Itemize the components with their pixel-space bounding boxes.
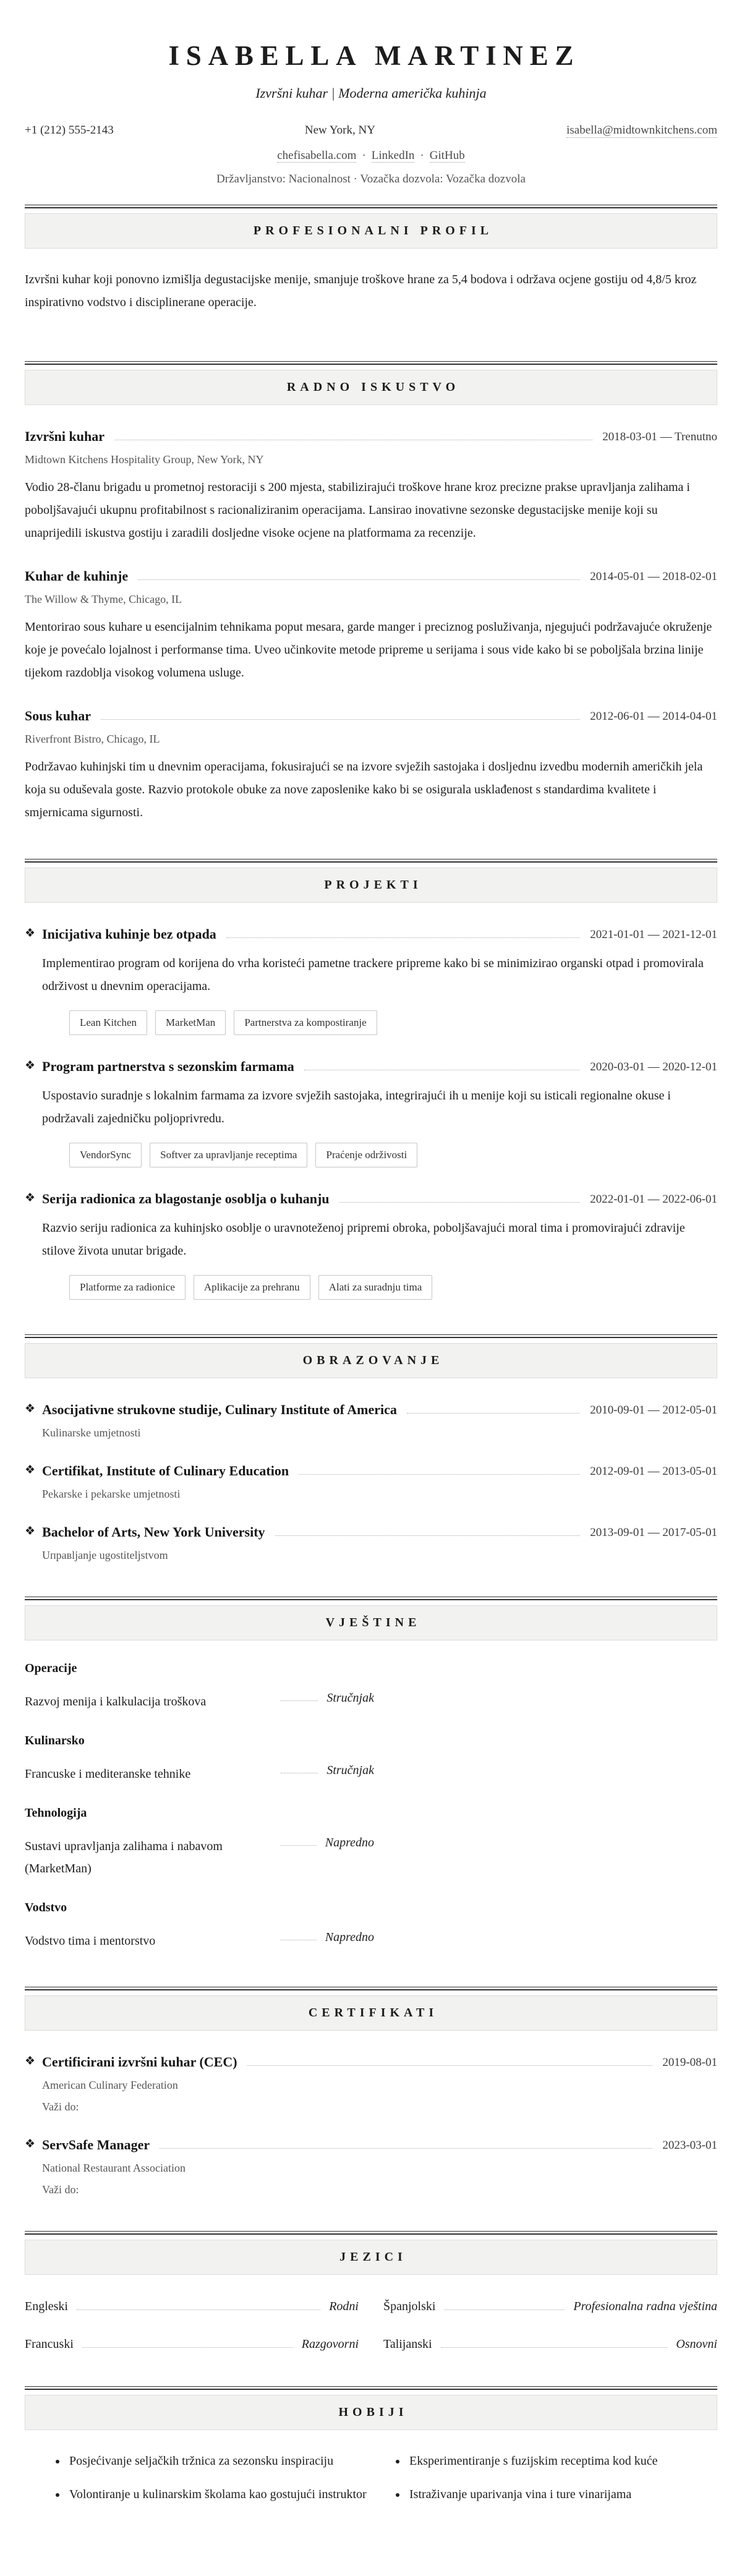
skill-row [25, 1691, 374, 1713]
diamond-icon: ❖ [25, 927, 36, 940]
diamond-icon: ❖ [25, 1059, 36, 1072]
project-entry [25, 926, 717, 1035]
language-level: Profesionalna radna vještina [573, 2300, 717, 2313]
education-dates: 2012-09-01 — 2013-05-01 [590, 1465, 717, 1478]
location-text: New York, NY [304, 124, 375, 137]
job-company: The Willow & Thyme, Chicago, IL [25, 593, 182, 605]
job-header [25, 429, 717, 445]
diamond-icon: ❖ [25, 1402, 36, 1415]
skill-level: Stručnjak [326, 1691, 374, 1705]
project-entry [25, 1059, 717, 1167]
education-entry [25, 1463, 717, 1501]
diamond-icon: ❖ [25, 1464, 36, 1477]
education-entry [25, 1524, 717, 1562]
dotted-leader [407, 1402, 580, 1414]
education-field: Uпpaвljanje ugostiteljstvom [42, 1549, 168, 1561]
section-title-skills: VJEŠTINE [25, 1605, 717, 1640]
project-list [25, 926, 717, 1300]
skill-category: Vodstvo [25, 1901, 67, 1914]
section-projects [25, 859, 717, 1316]
link-separator: · [362, 149, 366, 162]
project-tags [69, 1010, 717, 1035]
github-link[interactable]: GitHub [429, 149, 465, 162]
dotted-leader [138, 568, 580, 580]
language-row [25, 2337, 359, 2352]
language-name: Španjolski [383, 2300, 436, 2313]
tag-chip: Softver za upravljanje receptima [150, 1143, 307, 1167]
certification-date: 2023-03-01 [662, 2139, 717, 2152]
certification-header [25, 2054, 717, 2070]
dotted-leader [299, 1463, 580, 1475]
contact-row [25, 124, 717, 138]
skill-group [25, 1661, 717, 1713]
profile-summary: Izvršni kuhar koji ponovno izmišlja degustacijske menije, smanjuje troškove hrane za 5,4 bodova i održava ocjene gostiju od 4,8/5 kroz inspirativno vodstvo i disciplinerane operacije. [25, 273, 697, 309]
education-entry [25, 1402, 717, 1439]
job-description: Podržavao kuhinjski tim u dnevnim operacijama, fokusirajući se na izvore svježih sastojaka i dosljednu izvedbu modernih američkih jela koja su oduševala goste. Razvio protokole obuke za nove zaposlenike kako bi se osigurala usklađenost s standardima kvalitete i smjernicama sigurnosti. [25, 760, 703, 819]
project-header [25, 926, 717, 942]
certification-name: ServSafe Manager [42, 2137, 150, 2152]
education-header [25, 1402, 717, 1418]
section-title-languages: JEZICI [25, 2240, 717, 2275]
education-field: Kulinarske umjetnosti [42, 1427, 141, 1439]
education-title: Asocijativne strukovne studije, Culinary Institute of America [42, 1402, 397, 1417]
section-education [25, 1334, 717, 1578]
language-row [25, 2300, 359, 2314]
education-dates: 2010-09-01 — 2012-05-01 [590, 1404, 717, 1417]
job-entry [25, 429, 717, 545]
education-title: Certifikat, Institute of Culinary Education [42, 1463, 289, 1478]
diamond-icon: ❖ [25, 1525, 36, 1538]
dotted-leader [226, 926, 580, 938]
section-divider [25, 2231, 717, 2235]
skills-list [25, 1661, 717, 1952]
certification-list [25, 2054, 717, 2196]
job-dates: 2018-03-01 — Trenutno [602, 430, 717, 443]
skill-level: Stručnjak [326, 1764, 374, 1777]
tag-chip: Lean Kitchen [69, 1010, 147, 1035]
phone-number: +1 (212) 555-2143 [25, 124, 114, 137]
certification-name: Certificirani izvršni kuhar (CEC) [42, 2054, 237, 2070]
education-field: Pekarske i pekarske umjetnosti [42, 1488, 181, 1500]
language-grid [25, 2300, 717, 2352]
skill-row [25, 1763, 374, 1785]
dotted-leader [247, 2054, 653, 2066]
person-name: ISABELLA MARTINEZ [168, 40, 581, 71]
section-certifications [25, 1987, 717, 2212]
job-title: Izvršni kuhar [25, 429, 104, 444]
tag-chip: Platforme za radionice [69, 1275, 186, 1300]
dotted-leader [281, 1691, 318, 1701]
section-title-profile: PROFESIONALNI PROFIL [25, 213, 717, 249]
section-divider [25, 1334, 717, 1338]
job-title: Kuhar de kuhinje [25, 568, 129, 584]
skill-category: Tehnologija [25, 1806, 87, 1820]
tag-chip: Aplikacije za prehranu [194, 1275, 310, 1300]
dotted-leader [114, 429, 592, 440]
section-skills [25, 1597, 717, 1968]
project-dates: 2021-01-01 — 2021-12-01 [590, 928, 717, 941]
language-level: Razgovorni [301, 2337, 359, 2351]
section-divider [25, 859, 717, 863]
project-title: Program partnerstva s sezonskim farmama [42, 1059, 294, 1074]
dotted-leader [160, 2137, 652, 2149]
language-row [383, 2337, 717, 2352]
section-divider [25, 205, 717, 208]
skill-category: Kulinarsko [25, 1734, 85, 1747]
tag-chip: Partnerstva za kompostiranje [234, 1010, 377, 1035]
dotted-leader [82, 2337, 293, 2348]
project-header [25, 1059, 717, 1075]
project-description: Uspostavio suradnje s lokalnim farmama za izvore svježih sastojaka, integrirajući ih u menije koji su isticali regionalne okuse i podržavali zajedničku poljoprivredu. [42, 1089, 671, 1125]
project-tags [69, 1275, 717, 1300]
education-header [25, 1524, 717, 1540]
skill-category: Operacije [25, 1661, 77, 1675]
person-headline: Izvršni kuhar | Moderna američka kuhinja [255, 85, 487, 101]
section-divider [25, 2386, 717, 2390]
dotted-leader [304, 1059, 580, 1070]
certification-date: 2019-08-01 [662, 2056, 717, 2069]
project-entry [25, 1191, 717, 1300]
hobby-list [49, 2450, 717, 2517]
skill-row [25, 1835, 374, 1880]
tag-chip: VendorSync [69, 1143, 142, 1167]
links-row [25, 149, 717, 163]
skill-level: Napredno [325, 1930, 374, 1944]
dotted-leader [441, 2337, 668, 2348]
job-entry [25, 708, 717, 824]
education-dates: 2013-09-01 — 2017-05-01 [590, 1526, 717, 1539]
project-description: Razvio seriju radionica za kuhinjsko osoblje o uravnoteženoj pripremi obroka, poboljšavajući moral tima i promovirajući zdravije stilove života unutar brigade. [42, 1221, 685, 1258]
tag-chip: Alati za suradnju tima [318, 1275, 433, 1300]
section-divider [25, 1987, 717, 1990]
link-separator: · [420, 149, 424, 162]
hobby-item: • Posjećivanje seljačkih tržnica za sezonsku inspiraciju [67, 2450, 377, 2472]
job-company: Riverfront Bistro, Chicago, IL [25, 733, 160, 745]
language-name: Engleski [25, 2300, 68, 2313]
project-title: Serija radionica za blagostanje osoblja o kuhanju [42, 1191, 330, 1206]
tag-chip: MarketMan [155, 1010, 226, 1035]
skill-group [25, 1901, 717, 1952]
section-title-certifications: CERTIFIKATI [25, 1995, 717, 2031]
resume-header [25, 40, 717, 186]
certification-entry [25, 2137, 717, 2196]
certification-valid-until-label: Važi do: [42, 2183, 79, 2196]
job-description: Mentorirao sous kuhare u esencijalnim tehnikama poput mesara, garde manger i preciznog posluživanja, njegujući podržavajuće okruženje koje je povećalo lojalnost i performanse tima. Uveo učinkovite metode pripreme u serijama i sous vide kako bi se poboljšala brzina linije tijekom razdoblja visokog volumena usluge. [25, 620, 712, 680]
job-description: Vodio 28-članu brigadu u prometnoj restoraciji s 200 mjesta, stabilizirajući troškove hrane kroz precizne prakse upravljanja zalihama i poboljšavajući ukupnu profitabilnost s racionaliziranim operacijama. Lansirao inovativne sezonske degustacijske menije koji su unaprijedili iskustva gostiju i zaradili dosljedne visoke ocjene na platformama za recenzije. [25, 480, 690, 540]
job-dates: 2012-06-01 — 2014-04-01 [590, 710, 717, 723]
skill-name: Francuske i mediteranske tehnike [25, 1767, 191, 1781]
skill-group [25, 1734, 717, 1785]
project-header [25, 1191, 717, 1207]
dotted-leader [281, 1930, 317, 1940]
education-list [25, 1402, 717, 1562]
section-profile [25, 205, 717, 343]
skill-level: Napredno [325, 1836, 374, 1849]
hobby-item: • Volontiranje u kulinarskim školama kao gostujući instruktor [67, 2483, 377, 2506]
certification-entry [25, 2054, 717, 2113]
language-level: Rodni [329, 2300, 359, 2313]
dotted-leader [281, 1835, 317, 1846]
job-header [25, 568, 717, 584]
section-divider [25, 361, 717, 365]
section-experience [25, 361, 717, 840]
language-name: Francuski [25, 2337, 74, 2351]
dotted-leader [77, 2300, 320, 2310]
hobby-item: • Eksperimentiranje s fuzijskim receptima kod kuće [407, 2450, 717, 2472]
skill-name: Sustavi upravljanja zalihama i nabavom (MarketMan) [25, 1840, 223, 1875]
job-entry [25, 568, 717, 685]
skill-name: Vodstvo tima i mentorstvo [25, 1934, 156, 1948]
dotted-leader [281, 1763, 318, 1773]
email-link[interactable]: isabella@midtownkitchens.com [566, 124, 717, 137]
project-dates: 2020-03-01 — 2020-12-01 [590, 1060, 717, 1073]
diamond-icon: ❖ [25, 2138, 36, 2151]
project-tags [69, 1143, 717, 1167]
job-header [25, 708, 717, 724]
section-title-experience: RADNO ISKUSTVO [25, 370, 717, 405]
language-name: Talijanski [383, 2337, 432, 2351]
certification-issuer: National Restaurant Association [42, 2162, 186, 2174]
language-row [383, 2300, 717, 2314]
section-title-education: OBRAZOVANJE [25, 1343, 717, 1378]
job-title: Sous kuhar [25, 708, 92, 723]
skill-row [25, 1930, 374, 1952]
diamond-icon: ❖ [25, 1192, 36, 1205]
language-level: Osnovni [676, 2337, 717, 2351]
certification-header [25, 2137, 717, 2153]
education-header [25, 1463, 717, 1479]
dotted-leader [339, 1191, 581, 1203]
linkedin-link[interactable]: LinkedIn [371, 149, 415, 162]
certification-valid-until-label: Važi do: [42, 2100, 79, 2113]
project-title: Inicijativa kuhinje bez otpada [42, 926, 216, 942]
dotted-leader [101, 708, 580, 720]
education-title: Bachelor of Arts, New York University [42, 1524, 265, 1540]
section-divider [25, 1597, 717, 1600]
experience-list [25, 429, 717, 824]
section-hobbies [25, 2386, 717, 2533]
job-company: Midtown Kitchens Hospitality Group, New York, NY [25, 453, 264, 466]
dotted-leader [275, 1524, 581, 1536]
hobby-item: • Istraživanje uparivanja vina i ture vinarijama [407, 2483, 717, 2506]
job-dates: 2014-05-01 — 2018-02-01 [590, 570, 717, 583]
project-description: Implementirao program od korijena do vrha koristeći pametne trackere pripreme kako bi se minimizirao organski otpad i promovirala održivost u dnevnim operacijama. [42, 957, 704, 993]
section-languages [25, 2231, 717, 2368]
certification-issuer: American Culinary Federation [42, 2079, 178, 2091]
website-link[interactable]: chefisabella.com [277, 149, 357, 162]
project-dates: 2022-01-01 — 2022-06-01 [590, 1193, 717, 1206]
diamond-icon: ❖ [25, 2055, 36, 2068]
section-title-projects: PROJEKTI [25, 868, 717, 903]
dotted-leader [444, 2300, 565, 2310]
citizenship-license-line: Državljanstvo: Nacionalnost · Vozačka dozvola: Vozačka dozvola [216, 173, 526, 186]
section-title-hobbies: HOBIJI [25, 2395, 717, 2430]
skill-group [25, 1806, 717, 1880]
skill-name: Razvoj menija i kalkulacija troškova [25, 1695, 207, 1708]
tag-chip: Praćenje održivosti [315, 1143, 417, 1167]
